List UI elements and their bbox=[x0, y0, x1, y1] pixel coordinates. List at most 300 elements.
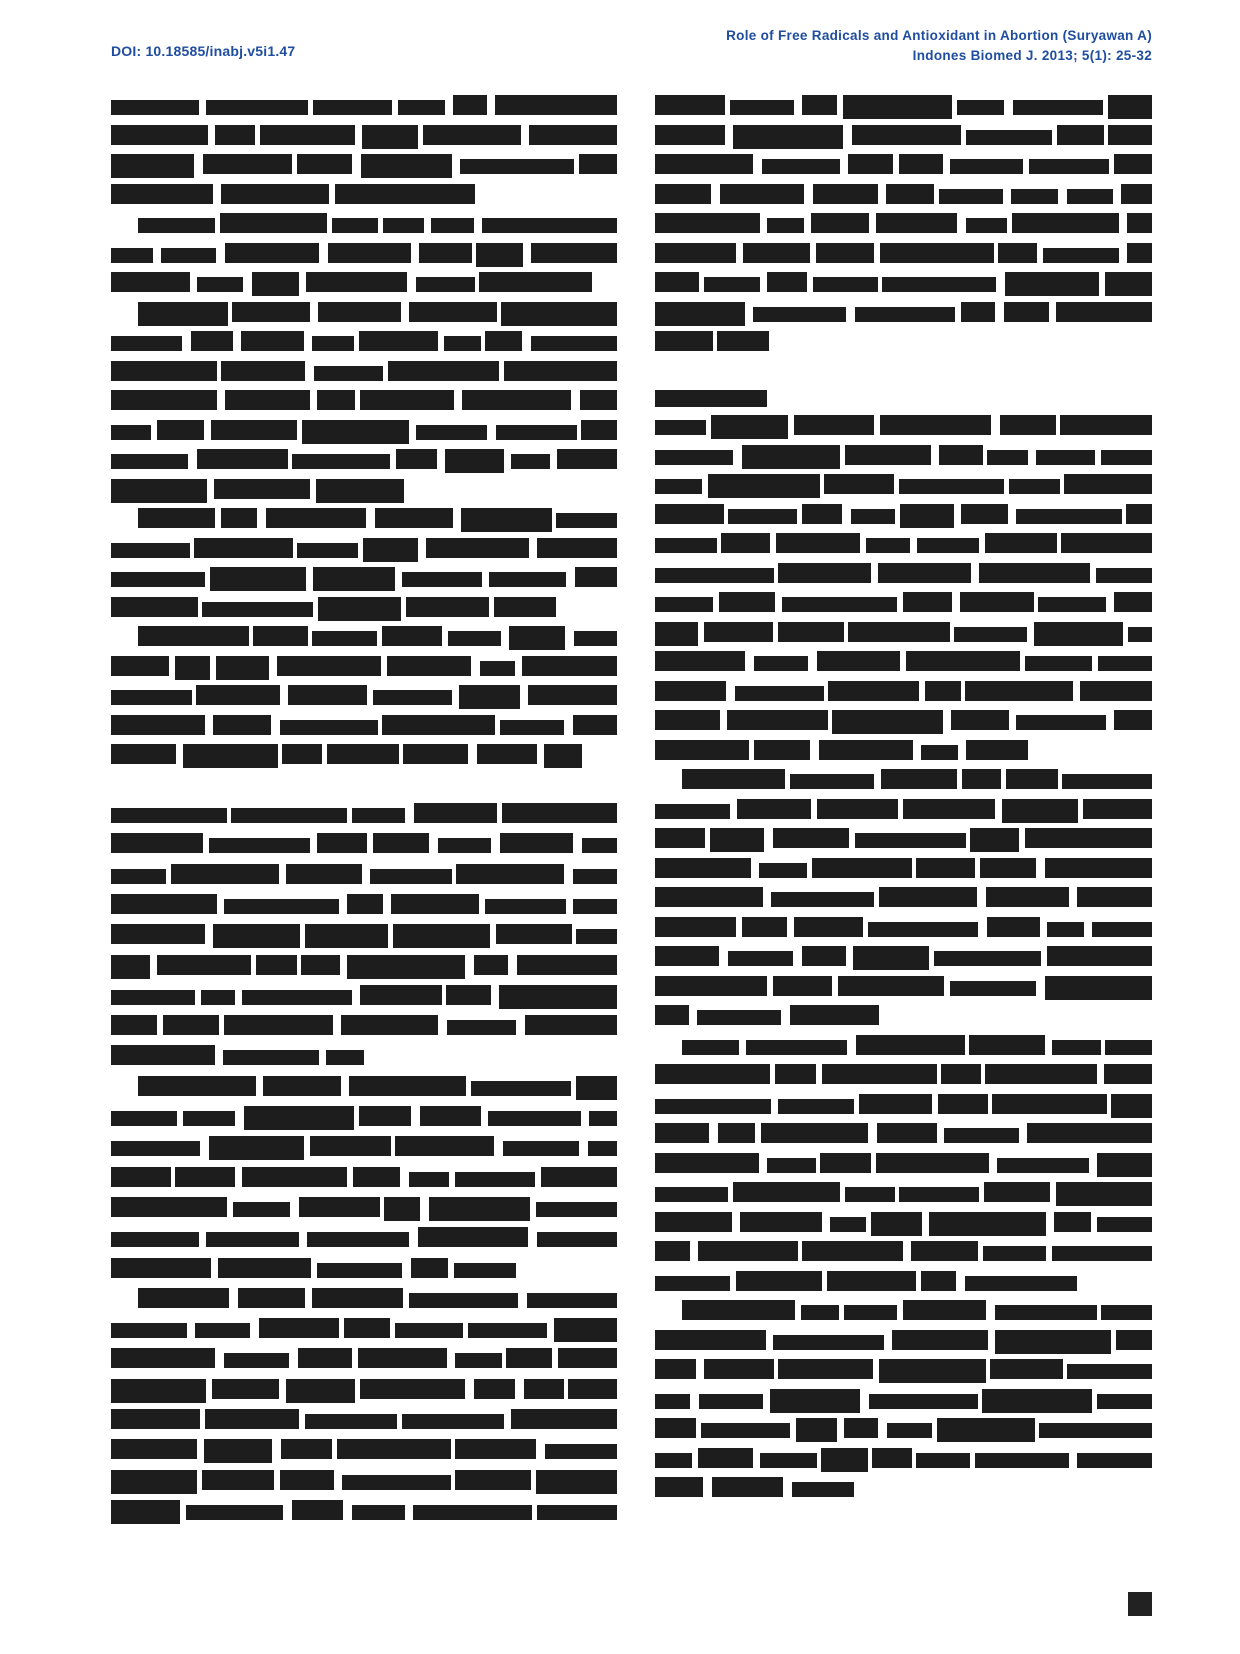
redacted-word bbox=[939, 189, 1003, 204]
redacted-word bbox=[954, 627, 1027, 642]
redacted-word bbox=[980, 858, 1036, 878]
redacted-line bbox=[111, 744, 617, 764]
redacted-word bbox=[1105, 272, 1152, 296]
redacted-word bbox=[581, 420, 617, 440]
redacted-word bbox=[111, 1045, 215, 1065]
redacted-word bbox=[965, 681, 1073, 701]
redacted-word bbox=[111, 1470, 197, 1494]
redacted-word bbox=[359, 1106, 411, 1126]
redacted-word bbox=[1064, 474, 1152, 494]
redacted-word bbox=[496, 924, 572, 944]
redacted-word bbox=[740, 1212, 822, 1232]
redacted-word bbox=[966, 740, 1028, 760]
redacted-line bbox=[111, 1288, 617, 1308]
redacted-word bbox=[720, 184, 804, 204]
redacted-word bbox=[580, 390, 617, 410]
redacted-word bbox=[461, 508, 552, 532]
redacted-word bbox=[455, 1172, 535, 1187]
redacted-line bbox=[655, 1005, 1152, 1025]
redacted-word bbox=[710, 828, 764, 852]
redacted-word bbox=[1101, 1305, 1152, 1320]
redacted-word bbox=[1097, 1153, 1152, 1177]
redacted-word bbox=[337, 1439, 451, 1459]
redacted-word bbox=[851, 509, 895, 524]
redacted-word bbox=[845, 445, 931, 465]
redacted-line bbox=[655, 272, 1152, 292]
redacted-word bbox=[966, 218, 1007, 233]
redacted-word bbox=[509, 626, 565, 650]
redacted-word bbox=[218, 1258, 311, 1278]
redacted-word bbox=[1047, 922, 1084, 937]
redacted-word bbox=[937, 1418, 1035, 1442]
redacted-line bbox=[655, 474, 1152, 494]
redacted-word bbox=[730, 100, 794, 115]
redacted-word bbox=[575, 567, 617, 587]
redacted-word bbox=[111, 1379, 206, 1403]
redacted-line bbox=[655, 740, 1152, 760]
redacted-word bbox=[917, 538, 979, 553]
redacted-word bbox=[111, 1167, 171, 1187]
redacted-word bbox=[302, 420, 409, 444]
redacted-word bbox=[501, 302, 617, 326]
redacted-word bbox=[544, 744, 582, 768]
redacted-word bbox=[312, 1288, 403, 1308]
redacted-line bbox=[111, 1500, 617, 1520]
redacted-word bbox=[773, 828, 849, 848]
redacted-word bbox=[536, 1470, 617, 1494]
redacted-word bbox=[868, 922, 978, 937]
redacted-word bbox=[353, 1167, 400, 1187]
redacted-line bbox=[655, 1035, 1152, 1055]
redacted-word bbox=[719, 592, 775, 612]
redacted-word bbox=[448, 631, 501, 646]
running-head-journal-ref: Indones Biomed J. 2013; 5(1): 25-32 bbox=[912, 48, 1152, 63]
redacted-word bbox=[916, 1453, 970, 1468]
doi-link[interactable]: DOI: 10.18585/inabj.v5i1.47 bbox=[111, 43, 296, 59]
redacted-word bbox=[489, 572, 566, 587]
redacted-word bbox=[388, 361, 499, 381]
redacted-word bbox=[1029, 159, 1109, 174]
redacted-word bbox=[903, 592, 952, 612]
redacted-word bbox=[313, 567, 395, 591]
redacted-word bbox=[500, 833, 573, 853]
redacted-word bbox=[360, 390, 454, 410]
redacted-word bbox=[848, 622, 950, 642]
redacted-word bbox=[934, 951, 1041, 966]
redacted-word bbox=[416, 277, 475, 292]
redacted-word bbox=[307, 1232, 409, 1247]
redacted-word bbox=[960, 592, 1034, 612]
redacted-line bbox=[655, 828, 1152, 848]
redacted-word bbox=[990, 1359, 1063, 1379]
redacted-word bbox=[767, 1158, 816, 1173]
redacted-word bbox=[522, 656, 617, 676]
redacted-line bbox=[655, 1359, 1152, 1379]
redacted-word bbox=[556, 513, 617, 528]
redacted-word bbox=[880, 243, 994, 263]
redacted-word bbox=[655, 681, 726, 701]
redacted-word bbox=[244, 1106, 354, 1130]
redacted-word bbox=[317, 833, 367, 853]
redacted-word bbox=[871, 1212, 922, 1236]
redacted-word bbox=[925, 681, 961, 701]
redacted-word bbox=[403, 744, 468, 764]
redacted-word bbox=[277, 656, 381, 676]
redacted-word bbox=[728, 509, 797, 524]
redacted-word bbox=[899, 154, 943, 174]
redacted-line bbox=[655, 592, 1152, 612]
redacted-word bbox=[288, 685, 367, 705]
redacted-word bbox=[504, 361, 617, 381]
redacted-word bbox=[541, 1167, 617, 1187]
redacted-word bbox=[306, 272, 407, 292]
redacted-word bbox=[1114, 592, 1152, 612]
redacted-word bbox=[238, 1288, 305, 1308]
redacted-word bbox=[474, 1379, 515, 1399]
redacted-word bbox=[1097, 1394, 1152, 1409]
redacted-word bbox=[455, 1470, 531, 1490]
redacted-word bbox=[157, 955, 251, 975]
redacted-word bbox=[111, 543, 190, 558]
redacted-word bbox=[760, 1453, 817, 1468]
redacted-line bbox=[111, 864, 617, 884]
redacted-word bbox=[1111, 1094, 1152, 1118]
redacted-word bbox=[1097, 1217, 1152, 1232]
redacted-word bbox=[1077, 1453, 1152, 1468]
redacted-word bbox=[460, 159, 574, 174]
redacted-line bbox=[111, 1136, 617, 1156]
redacted-word bbox=[718, 1123, 755, 1143]
redacted-word bbox=[313, 100, 392, 115]
redacted-word bbox=[280, 1470, 334, 1490]
redacted-word bbox=[111, 454, 188, 469]
redacted-word bbox=[1121, 184, 1152, 204]
redacted-line bbox=[655, 1300, 1152, 1320]
redacted-word bbox=[812, 858, 912, 878]
redacted-line bbox=[111, 1409, 617, 1429]
redacted-word bbox=[950, 981, 1036, 996]
redacted-word bbox=[138, 626, 249, 646]
redacted-word bbox=[737, 799, 811, 819]
redacted-word bbox=[485, 899, 566, 914]
redacted-word bbox=[1067, 1364, 1152, 1379]
redacted-word bbox=[579, 154, 617, 174]
redacted-word bbox=[830, 1217, 866, 1232]
redacted-word bbox=[655, 1330, 766, 1350]
redacted-word bbox=[204, 1439, 272, 1463]
redacted-word bbox=[511, 1409, 617, 1429]
redacted-word bbox=[820, 1153, 871, 1173]
redacted-word bbox=[266, 508, 366, 528]
redacted-word bbox=[212, 1379, 279, 1399]
redacted-word bbox=[382, 715, 495, 735]
redacted-word bbox=[778, 563, 871, 583]
redacted-word bbox=[1060, 415, 1152, 435]
redacted-word bbox=[792, 1482, 854, 1497]
redacted-word bbox=[384, 1197, 420, 1221]
redacted-word bbox=[951, 710, 1009, 730]
redacted-line bbox=[111, 1258, 617, 1278]
redacted-line bbox=[655, 1389, 1152, 1409]
redacted-word bbox=[344, 1318, 390, 1338]
end-of-page-marker bbox=[1128, 1592, 1152, 1616]
redacted-word bbox=[987, 917, 1040, 937]
redacted-word bbox=[111, 361, 217, 381]
redacted-word bbox=[111, 808, 227, 823]
right-column bbox=[655, 0, 1152, 1654]
redacted-line bbox=[655, 533, 1152, 553]
right-section-heading bbox=[655, 390, 767, 407]
redacted-word bbox=[811, 213, 869, 233]
redacted-word bbox=[655, 1064, 770, 1084]
redacted-word bbox=[1052, 1040, 1101, 1055]
redacted-line bbox=[655, 917, 1152, 937]
redacted-word bbox=[655, 184, 711, 204]
redacted-word bbox=[827, 1271, 916, 1291]
redacted-word bbox=[263, 1076, 341, 1096]
redacted-word bbox=[1062, 774, 1152, 789]
redacted-line bbox=[111, 420, 617, 440]
redacted-word bbox=[576, 929, 617, 944]
redacted-word bbox=[429, 1197, 530, 1221]
redacted-word bbox=[698, 1448, 753, 1468]
redacted-word bbox=[305, 924, 388, 948]
redacted-word bbox=[111, 1111, 177, 1126]
redacted-word bbox=[966, 130, 1052, 145]
redacted-word bbox=[782, 597, 897, 612]
redacted-word bbox=[655, 828, 705, 848]
redacted-line bbox=[655, 946, 1152, 966]
redacted-word bbox=[1080, 681, 1152, 701]
redacted-word bbox=[1047, 946, 1152, 966]
redacted-word bbox=[210, 567, 306, 591]
redacted-word bbox=[655, 450, 733, 465]
redacted-word bbox=[402, 572, 482, 587]
redacted-word bbox=[736, 1271, 822, 1291]
redacted-line bbox=[111, 1379, 617, 1399]
redacted-word bbox=[111, 1015, 157, 1035]
redacted-word bbox=[944, 1128, 1019, 1143]
redacted-word bbox=[545, 1444, 617, 1459]
redacted-word bbox=[655, 651, 745, 671]
redacted-word bbox=[183, 744, 278, 768]
redacted-word bbox=[878, 563, 971, 583]
redacted-line bbox=[655, 504, 1152, 524]
redacted-word bbox=[582, 838, 617, 853]
redacted-word bbox=[900, 504, 954, 528]
redacted-word bbox=[573, 869, 617, 884]
redacted-word bbox=[742, 445, 840, 469]
redacted-word bbox=[214, 479, 310, 499]
redacted-word bbox=[225, 390, 310, 410]
redacted-word bbox=[111, 425, 151, 440]
redacted-word bbox=[517, 955, 617, 975]
redacted-line bbox=[111, 184, 617, 204]
redacted-word bbox=[111, 1439, 197, 1459]
redacted-word bbox=[527, 1293, 617, 1308]
redacted-word bbox=[576, 1076, 617, 1100]
redacted-word bbox=[197, 277, 243, 292]
redacted-line bbox=[111, 1167, 617, 1187]
redacted-word bbox=[395, 1323, 463, 1338]
redacted-word bbox=[537, 1505, 617, 1520]
redacted-word bbox=[252, 272, 299, 296]
redacted-line bbox=[111, 538, 617, 558]
redacted-word bbox=[161, 248, 216, 263]
redacted-word bbox=[395, 1136, 494, 1156]
redacted-word bbox=[698, 1241, 798, 1261]
redacted-line bbox=[655, 622, 1152, 642]
redacted-word bbox=[979, 563, 1090, 583]
redacted-word bbox=[499, 985, 617, 1009]
redacted-line bbox=[111, 154, 617, 174]
redacted-word bbox=[232, 302, 310, 322]
redacted-word bbox=[869, 1394, 978, 1409]
redacted-word bbox=[1036, 450, 1095, 465]
redacted-word bbox=[1034, 622, 1123, 646]
redacted-word bbox=[297, 543, 358, 558]
redacted-word bbox=[202, 602, 313, 617]
redacted-word bbox=[817, 651, 900, 671]
redacted-word bbox=[838, 976, 944, 996]
redacted-line bbox=[655, 1094, 1152, 1114]
redacted-word bbox=[1013, 100, 1103, 115]
redacted-word bbox=[746, 1040, 847, 1055]
redacted-word bbox=[573, 715, 617, 735]
redacted-word bbox=[419, 243, 472, 263]
redacted-word bbox=[733, 1182, 840, 1202]
redacted-word bbox=[906, 651, 1020, 671]
redacted-word bbox=[383, 218, 424, 233]
redacted-line bbox=[655, 415, 1152, 435]
redacted-word bbox=[420, 1106, 481, 1126]
redacted-word bbox=[1052, 1246, 1152, 1261]
redacted-word bbox=[496, 425, 577, 440]
redacted-word bbox=[819, 740, 913, 760]
redacted-word bbox=[282, 744, 322, 764]
redacted-word bbox=[1114, 710, 1152, 730]
redacted-word bbox=[921, 1271, 956, 1291]
redacted-word bbox=[205, 1409, 299, 1429]
redacted-word bbox=[773, 976, 832, 996]
redacted-word bbox=[111, 184, 213, 204]
redacted-line bbox=[655, 563, 1152, 583]
redacted-word bbox=[111, 390, 217, 410]
redacted-word bbox=[360, 985, 442, 1005]
redacted-word bbox=[573, 899, 617, 914]
redacted-word bbox=[370, 869, 452, 884]
redacted-line bbox=[111, 985, 617, 1005]
redacted-word bbox=[790, 1005, 879, 1025]
redacted-word bbox=[221, 184, 329, 204]
redacted-line bbox=[111, 1470, 617, 1490]
redacted-word bbox=[426, 538, 529, 558]
redacted-line bbox=[111, 1106, 617, 1126]
redacted-line bbox=[655, 213, 1152, 233]
redacted-word bbox=[962, 769, 1001, 789]
redacted-word bbox=[1128, 627, 1152, 642]
redacted-word bbox=[500, 720, 564, 735]
redacted-word bbox=[773, 1335, 884, 1350]
redacted-word bbox=[363, 538, 418, 562]
redacted-word bbox=[704, 277, 760, 292]
redacted-word bbox=[778, 622, 844, 642]
redacted-word bbox=[950, 159, 1023, 174]
redacted-word bbox=[916, 858, 975, 878]
redacted-word bbox=[892, 1330, 988, 1350]
redacted-word bbox=[373, 690, 452, 705]
redacted-word bbox=[373, 833, 429, 853]
redacted-word bbox=[802, 946, 846, 966]
redacted-line bbox=[111, 213, 617, 233]
redacted-word bbox=[138, 1288, 229, 1308]
redacted-word bbox=[447, 1020, 516, 1035]
redacted-word bbox=[423, 125, 521, 145]
redacted-line bbox=[111, 361, 617, 381]
redacted-word bbox=[965, 1276, 1077, 1291]
redacted-word bbox=[879, 1359, 986, 1383]
redacted-word bbox=[454, 1263, 516, 1278]
redacted-word bbox=[828, 681, 919, 701]
redacted-word bbox=[813, 184, 878, 204]
redacted-word bbox=[655, 976, 767, 996]
redacted-word bbox=[1011, 189, 1058, 204]
redacted-word bbox=[754, 740, 810, 760]
redacted-line bbox=[655, 681, 1152, 701]
redacted-word bbox=[876, 213, 957, 233]
running-head-title: Role of Free Radicals and Antioxidant in Abortion (Suryawan A) bbox=[726, 28, 1152, 43]
redacted-word bbox=[753, 307, 846, 322]
redacted-word bbox=[1043, 248, 1119, 263]
redacted-word bbox=[997, 1158, 1089, 1173]
redacted-word bbox=[328, 243, 411, 263]
redacted-word bbox=[111, 1141, 200, 1156]
redacted-line bbox=[111, 1348, 617, 1368]
redacted-line bbox=[655, 302, 1152, 322]
redacted-word bbox=[844, 1305, 897, 1320]
redacted-word bbox=[655, 479, 702, 494]
redacted-word bbox=[708, 474, 820, 498]
redacted-word bbox=[416, 425, 487, 440]
redacted-word bbox=[761, 1123, 868, 1143]
redacted-word bbox=[231, 808, 347, 823]
redacted-word bbox=[655, 1099, 771, 1114]
redacted-word bbox=[224, 899, 339, 914]
redacted-word bbox=[1083, 799, 1152, 819]
redacted-word bbox=[233, 1202, 290, 1217]
redacted-word bbox=[727, 710, 828, 730]
redacted-word bbox=[1016, 715, 1106, 730]
redacted-line bbox=[111, 390, 617, 410]
redacted-word bbox=[175, 656, 210, 680]
redacted-word bbox=[986, 887, 1069, 907]
redacted-word bbox=[655, 1394, 690, 1409]
redacted-word bbox=[899, 1187, 979, 1202]
redacted-word bbox=[111, 100, 199, 115]
redacted-word bbox=[312, 631, 377, 646]
redacted-word bbox=[111, 924, 205, 944]
redacted-word bbox=[317, 390, 355, 410]
redacted-word bbox=[482, 218, 617, 233]
redacted-word bbox=[406, 597, 489, 617]
redacted-line bbox=[655, 799, 1152, 819]
redacted-word bbox=[1027, 1123, 1152, 1143]
redacted-line bbox=[655, 1477, 1152, 1497]
redacted-word bbox=[138, 1076, 256, 1096]
redacted-word bbox=[843, 95, 952, 119]
redacted-word bbox=[468, 1323, 547, 1338]
redacted-word bbox=[223, 1050, 319, 1065]
